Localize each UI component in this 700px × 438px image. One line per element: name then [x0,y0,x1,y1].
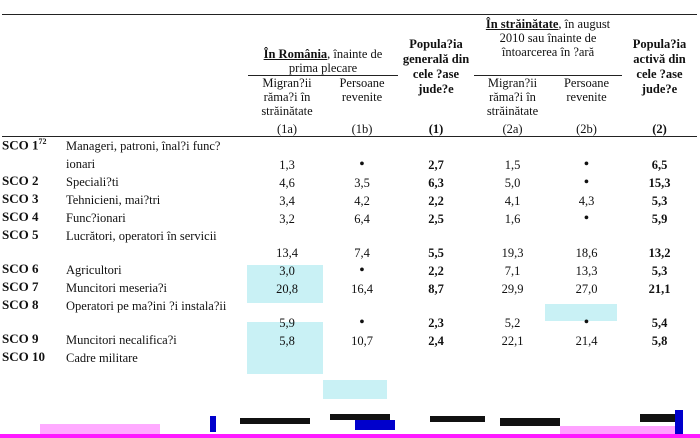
value-1b: • [359,263,365,278]
idx-1: (1) [428,122,444,136]
row-label: Cadre militare [66,351,138,365]
value-1a [248,349,326,367]
idx-1a: (1a) [276,122,298,136]
row-code-text: SCO 6 [2,261,39,276]
idx-1b: (1b) [351,122,373,136]
value-2b: 27,0 [575,282,598,296]
idx-2b: (2b) [576,122,597,136]
col1-header: Popula?ia generală din cele ?ase jude?e [402,36,470,96]
occupation-table [2,14,697,367]
value-1b: 16,4 [351,282,373,296]
header-row-groups [2,15,697,76]
value-1a: 4,6 [279,176,295,190]
table-row [2,349,697,367]
row-code [2,261,66,279]
row-code [2,279,66,297]
table-row [2,279,697,297]
row-code-text: SCO 7 [2,279,39,294]
value-1: 5,5 [428,246,444,260]
value-2a [474,349,551,367]
sub-1a: Migran?ii răma?i în străinătate [248,76,326,119]
row-label: Muncitori necalifica?i [66,333,177,347]
row-code-text: SCO 8 [2,297,39,312]
table-row [2,227,697,261]
value-1b: 4,2 [354,194,370,208]
value-1a: 1,3 [279,158,295,172]
table-row [2,261,697,279]
value-1b: • [359,315,365,330]
group-header-romania [248,15,398,76]
value-2b: 18,6 [575,246,598,260]
value-1: 6,3 [428,176,444,190]
value-2a: 19,3 [501,246,524,260]
value-2a: 4,1 [504,194,521,208]
row-code-text: SCO 2 [2,173,39,188]
sub-2b: Persoane revenite [551,76,622,119]
value-2: 13,2 [648,246,671,260]
value-2 [622,349,697,367]
row-code-text: SCO 10 [2,349,45,364]
value-1a: 5,9 [279,316,295,330]
value-2b: 13,3 [575,264,598,278]
value-2a: 5,2 [504,316,521,330]
row-code [2,209,66,227]
value-1: 2,2 [428,194,444,208]
row-code [2,297,66,331]
value-1a: 3,4 [279,194,295,208]
row-label: Lucrători, operatori în servicii [66,229,217,243]
table-row [2,191,697,209]
table-row [2,137,697,174]
row-code [2,191,66,209]
row-label: Muncitori meseria?i [66,281,168,295]
value-2b: 21,4 [575,334,598,348]
row-code-text: SCO 3 [2,191,39,206]
sub-1b: Persoane revenite [326,76,398,119]
row-label: Func?ionari [66,211,126,225]
value-2: 6,5 [651,158,668,172]
value-2b: • [584,157,589,172]
value-1a: 3,0 [279,264,295,278]
value-1b: 3,5 [354,176,370,190]
header-row-index [2,118,697,137]
group-abroad-rest: , în august 2010 sau înainte de întoarcerea în ?ară [499,17,611,59]
value-2b: 4,3 [578,194,595,208]
value-2: 5,3 [651,264,668,278]
group-romania-rest: , înainte de prima plecare [288,47,383,75]
idx-2a: (2a) [502,122,523,136]
col2-header: Popula?ia activă din cele ?ase jude?e [632,36,687,96]
row-code [2,137,66,174]
value-1: 2,7 [428,158,444,172]
value-1: 2,5 [428,212,444,226]
row-label: Agricultori [66,263,122,277]
value-1a: 5,8 [279,334,295,348]
row-code [2,227,66,261]
sub-2a: Migran?ii răma?i în străinătate [474,76,551,119]
group-abroad-title: În străinătate [485,17,559,31]
row-code-text: SCO 9 [2,331,39,346]
table-row [2,173,697,191]
value-2a: 22,1 [501,334,524,348]
value-1a: 20,8 [276,282,298,296]
table-body [2,137,697,368]
value-1b [326,349,398,367]
value-2a: 29,9 [501,282,524,296]
idx-2: (2) [652,122,667,136]
row-code [2,331,66,349]
value-2a: 7,1 [504,264,521,278]
value-2b: • [584,211,589,226]
value-1b: 6,4 [354,212,370,226]
value-2: 15,3 [648,176,671,190]
scan-noise-strip [0,406,700,438]
value-1: 2,4 [428,334,444,348]
value-1: 2,3 [428,316,444,330]
value-2a: 5,0 [504,176,521,190]
value-1b: 10,7 [351,334,373,348]
row-label: Speciali?ti [66,175,119,189]
value-1b: 7,4 [354,246,370,260]
table-row [2,331,697,349]
row-label: Tehnicieni, mai?tri [66,193,161,207]
row-label: Operatori pe ma?ini ?i instala?ii [66,299,227,313]
value-2: 5,8 [651,334,668,348]
value-1: 8,7 [428,282,444,296]
value-1a: 13,4 [276,246,298,260]
row-code-text: SCO 5 [2,227,39,242]
group-header-abroad [474,15,622,76]
row-code-text: SCO 1 [2,137,39,153]
row-code-text: SCO 4 [2,209,39,224]
row-code [2,173,66,191]
value-2b: • [584,175,589,190]
value-1: 2,2 [428,264,444,278]
highlight-1b-sco9 [323,380,387,399]
group-romania-title: În România [263,47,328,61]
value-2b [551,349,622,367]
value-2a: 1,5 [504,158,521,172]
table-row [2,209,697,227]
value-1a: 3,2 [279,212,295,226]
value-2: 5,4 [651,316,668,330]
value-1b: • [359,157,365,172]
value-2: 5,9 [651,212,668,226]
table-row [2,297,697,331]
footnote-marker: 72 [38,137,47,146]
value-2b: • [584,315,589,330]
row-code [2,349,66,367]
value-2: 5,3 [651,194,668,208]
value-1 [398,349,474,367]
value-2a: 1,6 [504,212,521,226]
row-label: Manageri, patroni, înal?i func?ionari [66,139,221,171]
value-2: 21,1 [648,282,671,296]
